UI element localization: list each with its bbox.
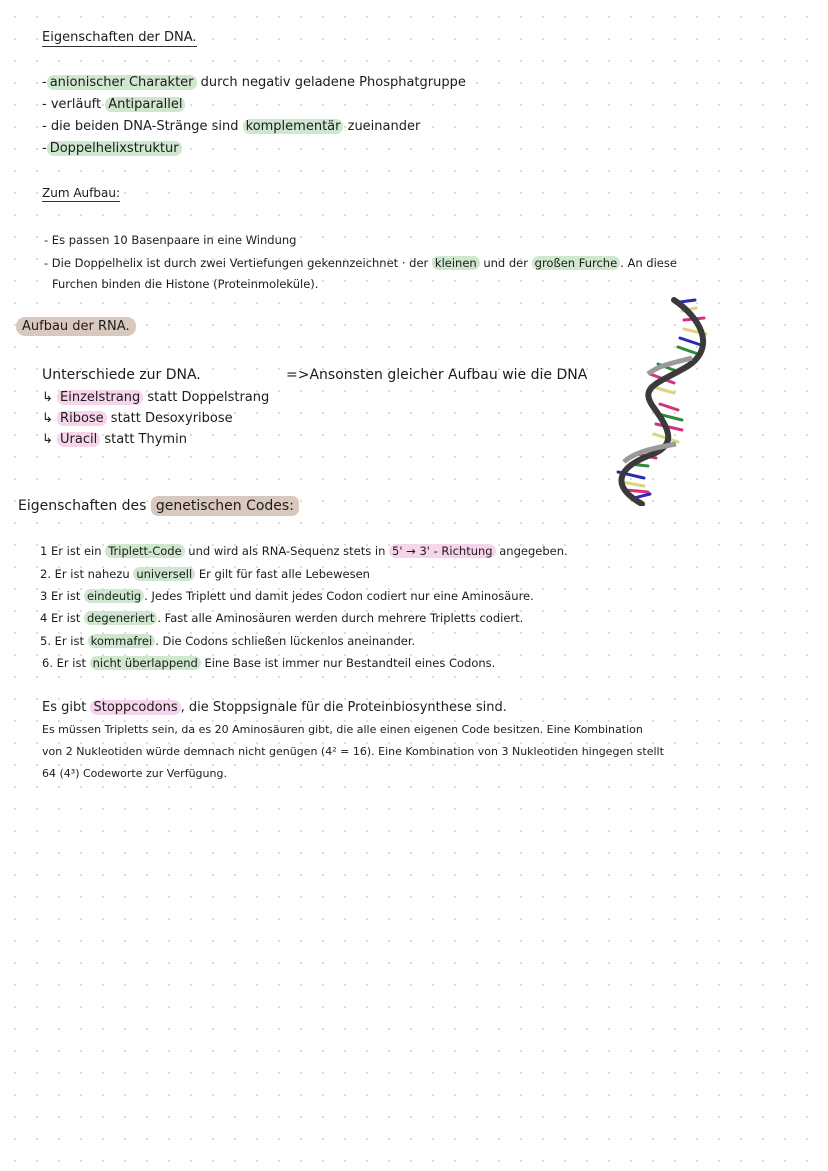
arrow-icon: ↳ <box>42 390 53 405</box>
highlight: Antiparallel <box>105 97 185 112</box>
text: Er ist <box>52 656 90 670</box>
genetic-code-heading <box>18 496 299 516</box>
text: . Jedes Triplett und damit jedes Codon codiert nur eine Aminosäure. <box>144 589 534 603</box>
text: . Fast alle Aminosäuren werden durch mehrere Tripletts codiert. <box>157 611 524 625</box>
highlight: Doppelhelixstruktur <box>47 141 182 156</box>
text: und wird als RNA-Sequenz stets in <box>184 544 390 558</box>
highlight: kommafrei <box>88 634 156 648</box>
highlight: genetischen Codes: <box>151 496 299 516</box>
highlight: anionischer Charakter <box>47 75 197 90</box>
rna-heading: Aufbau der RNA. <box>16 317 136 336</box>
dna-properties-heading: Eigenschaften der DNA. <box>42 30 197 45</box>
genetic-code-item <box>40 608 523 628</box>
highlight: eindeutig <box>84 589 144 603</box>
rna-difference-item <box>42 388 269 408</box>
text: Er ist nahezu <box>50 567 134 581</box>
highlight: universell <box>133 567 195 581</box>
dna-property-item <box>42 95 185 115</box>
stop-codons-line: 64 (4³) Codeworte zur Verfügung. <box>42 767 227 780</box>
highlight: 5' → 3' - Richtung <box>389 544 496 558</box>
arrow-icon: ↳ <box>42 432 53 447</box>
item-prefix: - die beiden DNA-Stränge sind <box>42 119 243 134</box>
item-number: 3 <box>40 589 48 603</box>
item-text: zueinander <box>343 119 421 134</box>
item-number: 5. <box>40 634 51 648</box>
text: , die Stoppsignale für die Proteinbiosynthese sind. <box>180 700 507 715</box>
text: - Die Doppelhelix ist durch zwei Vertiefungen gekennzeichnet · der <box>44 256 432 270</box>
item-text: durch negativ geladene Phosphatgruppe <box>196 75 466 90</box>
highlight: kleinen <box>432 256 480 270</box>
text: . An diese <box>620 256 677 270</box>
arrow-icon: ↳ <box>42 411 53 426</box>
text: Er ist ein <box>47 544 106 558</box>
rna-note: =>Ansonsten gleicher Aufbau wie die DNA <box>286 367 588 383</box>
highlight: großen Furche <box>532 256 621 270</box>
genetic-code-item <box>40 631 415 651</box>
text: Er ist <box>47 611 84 625</box>
stop-codons-line: von 2 Nukleotiden würde demnach nicht genügen (4² = 16). Eine Kombination von 3 Nukleotiden hingegen stellt <box>42 745 664 758</box>
genetic-code-item <box>40 564 370 584</box>
genetic-code-item <box>40 586 534 606</box>
item-text: statt Thymin <box>100 432 187 447</box>
structure-line: - Es passen 10 Basenpaare in eine Windung <box>44 233 297 247</box>
text: angegeben. <box>495 544 568 558</box>
item-number: 6. <box>42 656 53 670</box>
item-prefix: - <box>42 141 47 156</box>
rna-subheading: Unterschiede zur DNA. <box>42 367 201 383</box>
dna-property-item <box>42 117 420 137</box>
text: Er ist <box>50 634 88 648</box>
text: Eine Base ist immer nur Bestandteil eines Codons. <box>200 656 496 670</box>
text: und der <box>479 256 532 270</box>
heading-text: Eigenschaften des <box>18 498 151 514</box>
highlight: Uracil <box>57 432 100 447</box>
highlight: degeneriert <box>84 611 157 625</box>
text: Er ist <box>47 589 84 603</box>
dna-property-item <box>42 139 182 159</box>
highlight: Einzelstrang <box>57 390 143 405</box>
highlight: Triplett-Code <box>105 544 184 558</box>
text: . Die Codons schließen lückenlos aneinander. <box>155 634 416 648</box>
highlight: nicht überlappend <box>90 656 201 670</box>
item-text: statt Desoxyribose <box>106 411 233 426</box>
item-number: 2. <box>40 567 51 581</box>
highlight: Stoppcodons <box>90 700 180 715</box>
item-prefix: - verläuft <box>42 97 106 112</box>
rna-difference-item <box>42 430 187 450</box>
dna-helix-illustration <box>598 296 718 506</box>
item-text: statt Doppelstrang <box>143 390 270 405</box>
item-number: 1 <box>40 544 48 558</box>
dna-property-item <box>42 73 466 93</box>
structure-heading: Zum Aufbau: <box>42 186 120 200</box>
genetic-code-item <box>42 653 495 673</box>
stop-codons-line: Es müssen Tripletts sein, da es 20 Aminosäuren gibt, die alle einen eigenen Code besitzen. Eine Kombination <box>42 723 643 736</box>
structure-line: Furchen binden die Histone (Proteinmoleküle). <box>52 277 319 291</box>
structure-line <box>44 253 677 273</box>
text: Es gibt <box>42 700 91 715</box>
highlight: Ribose <box>57 411 107 426</box>
genetic-code-item <box>40 541 568 561</box>
item-number: 4 <box>40 611 48 625</box>
item-prefix: - <box>42 75 47 90</box>
rna-difference-item <box>42 409 233 429</box>
stop-codons-line <box>42 698 507 718</box>
text: Er gilt für fast alle Lebewesen <box>195 567 370 581</box>
highlight: komplementär <box>243 119 344 134</box>
